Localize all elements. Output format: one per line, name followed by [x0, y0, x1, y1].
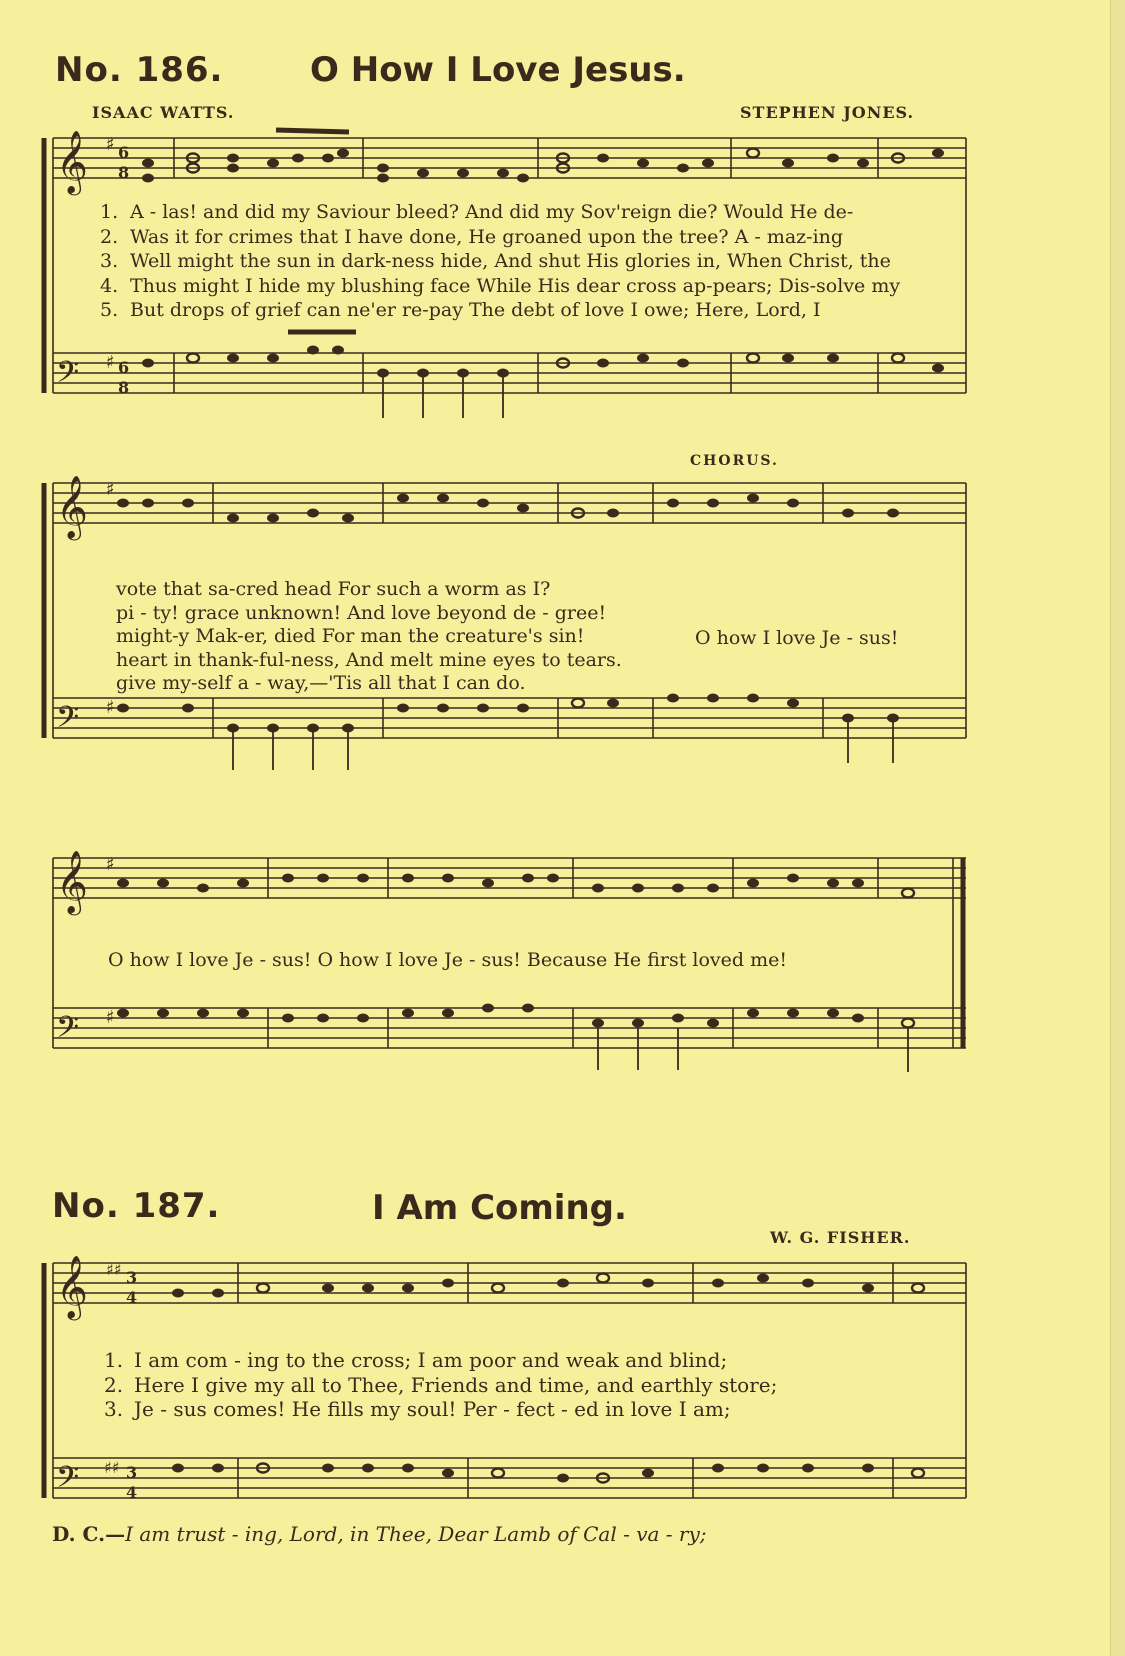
verse-2-line1: 2. Was it for crimes that I have done, He groaned upon the tree? A - maz-ing: [100, 225, 844, 248]
hymn-186-number: No. 186.: [55, 50, 224, 90]
notes-treble-2: [117, 494, 899, 523]
svg-text:8: 8: [118, 378, 130, 397]
svg-text:𝄞: 𝄞: [56, 1255, 88, 1318]
notes-bass-1: [142, 332, 944, 418]
svg-text:𝄞: 𝄞: [56, 850, 88, 913]
svg-text:♯♯: ♯♯: [106, 1260, 122, 1279]
hymn-186-verses-line2: [116, 577, 622, 695]
notes-treble-3: [117, 874, 914, 898]
notes-bass-2: [117, 694, 899, 771]
treble-staff-4: [53, 1255, 966, 1321]
chorus-first-line: O how I love Je - sus!: [695, 627, 899, 649]
verse-1-line1: 1. A - las! and did my Saviour bleed? And did my Sov'reign die? Would He de-: [100, 201, 854, 223]
svg-text:𝄞: 𝄞: [56, 130, 88, 193]
svg-text:𝄢: 𝄢: [56, 356, 80, 397]
hymn-187-verse-1: 1. I am com - ing to the cross; I am poor and weak and blind;: [104, 1348, 728, 1372]
chorus-lyrics-line: O how I love Je - sus! O how I love Je - sus! Because He first loved me!: [108, 949, 787, 971]
svg-text:♯: ♯: [106, 697, 115, 718]
hymn-187-verse-3: 3. Je - sus comes! He fills my soul! Per - fect - ed in love I am;: [104, 1397, 731, 1421]
hymn-186-words-credit: ISAAC WATTS.: [92, 103, 235, 122]
svg-text:♯: ♯: [106, 1007, 115, 1028]
svg-text:𝄢: 𝄢: [56, 701, 80, 742]
svg-text:𝄢: 𝄢: [56, 1461, 80, 1502]
svg-text:♯: ♯: [106, 134, 115, 155]
hymn-186-title: O How I Love Jesus.: [310, 50, 686, 90]
svg-text:8: 8: [118, 163, 130, 182]
dc-line: [52, 1522, 707, 1546]
svg-text:♯♯: ♯♯: [104, 1458, 120, 1477]
verse-4-line1: 4. Thus might I hide my blushing face While His dear cross ap-pears; Dis-solve my: [100, 274, 901, 297]
page-edge: [1110, 0, 1125, 1656]
svg-text:𝄞: 𝄞: [56, 475, 88, 538]
dc-text: I am trust - ing, Lord, in Thee, Dear Lamb of Cal - va - ry;: [125, 1522, 707, 1546]
svg-text:4: 4: [126, 1288, 138, 1307]
hymn-187-number: No. 187.: [52, 1186, 221, 1226]
notes-treble-4: [172, 1274, 924, 1298]
verse-2-line2: pi - ty! grace unknown! And love beyond de - gree!: [116, 601, 607, 624]
hymn-187-verse-2: 2. Here I give my all to Thee, Friends and time, and earthly store;: [104, 1372, 778, 1397]
svg-text:♯: ♯: [106, 854, 115, 875]
svg-text:6: 6: [118, 143, 130, 162]
verse-3-line1: 3. Well might the sun in dark-ness hide, And shut His glories in, When Christ, the: [100, 250, 891, 272]
notes-bass-4: [172, 1464, 924, 1483]
verse-4-line2: heart in thank-ful-ness, And melt mine eyes to tears.: [116, 648, 622, 671]
svg-text:6: 6: [118, 358, 130, 377]
chorus-label: CHORUS.: [690, 453, 779, 469]
hymn-186-verses-line1: [100, 200, 900, 323]
svg-text:♯: ♯: [106, 479, 115, 500]
svg-text:3: 3: [126, 1463, 138, 1482]
system-3-staves: [38, 840, 968, 1130]
svg-text:3: 3: [126, 1268, 138, 1287]
svg-text:𝄢: 𝄢: [56, 1011, 80, 1052]
svg-text:4: 4: [126, 1483, 138, 1502]
treble-staff-2: [53, 475, 966, 541]
verse-3-line2: might-y Mak-er, died For man the creature's sin!: [116, 625, 585, 647]
svg-text:♯: ♯: [106, 352, 115, 373]
hymn-187-title: I Am Coming.: [372, 1188, 627, 1228]
verse-5-line2: give my-self a - way,—'Tis all that I can do.: [116, 672, 526, 694]
bass-staff-4: [53, 1458, 966, 1502]
dc-label: D. C.—: [52, 1522, 126, 1546]
hymn-187-verses: [104, 1348, 777, 1422]
verse-1-line2: vote that sa-cred head For such a worm as I?: [116, 578, 551, 600]
hymn-186-music-credit: STEPHEN JONES.: [740, 103, 915, 122]
hymn-187-music-credit: W. G. FISHER.: [770, 1228, 911, 1247]
verse-5-line1: 5. But drops of grief can ne'er re-pay The debt of love I owe; Here, Lord, I: [100, 299, 821, 321]
